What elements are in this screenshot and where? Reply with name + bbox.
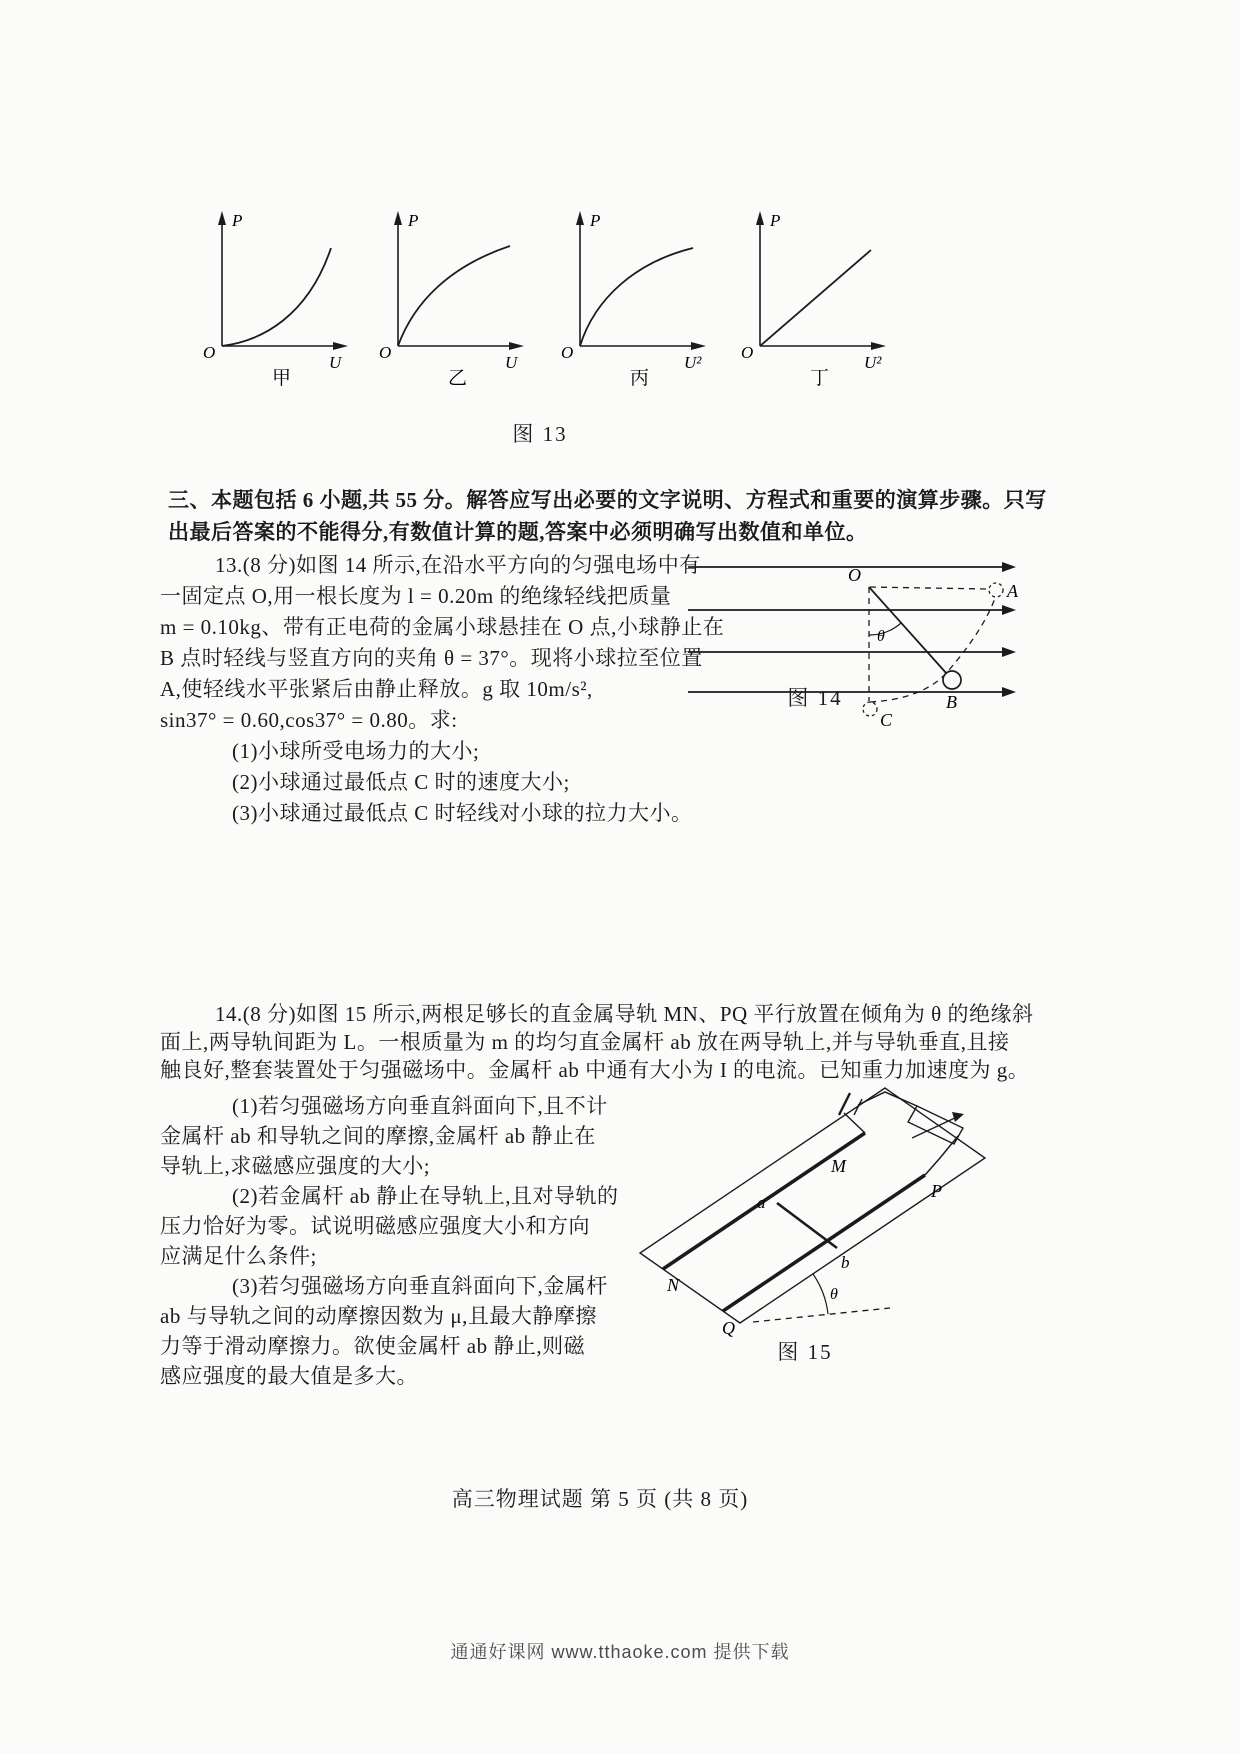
x-axis-label: U²: [684, 353, 702, 372]
text-line: 应满足什么条件;: [160, 1244, 317, 1268]
graph-ding: [730, 198, 900, 388]
text-line: (1)小球所受电场力的大小;: [232, 739, 480, 763]
text-line: (3)若匀强磁场方向垂直斜面向下,金属杆: [232, 1274, 608, 1298]
y-axis-label: P: [408, 211, 419, 230]
graph-jia: [192, 198, 362, 388]
battery-short-plate-icon: [854, 1099, 862, 1115]
graph-label: 丙: [630, 368, 650, 388]
x-axis-label: U: [329, 353, 342, 372]
figure13-caption: 图 13: [512, 422, 568, 446]
rail-q-label: Q: [722, 1318, 735, 1338]
field-arrow-icon: [1002, 687, 1016, 697]
y-axis-arrow-icon: [756, 211, 764, 225]
graph-bing: [550, 198, 720, 388]
text-line: 面上,两导轨间距为 L。一根质量为 m 的均匀直金属杆 ab 放在两导轨上,并与导轨垂直,且接: [160, 1030, 1010, 1054]
origin-label: O: [379, 343, 392, 362]
curve-concave: [580, 248, 693, 346]
text-line: 金属杆 ab 和导轨之间的摩擦,金属杆 ab 静止在: [160, 1124, 596, 1148]
text-line: (2)小球通过最低点 C 时的速度大小;: [232, 770, 570, 794]
origin-label: O: [203, 343, 216, 362]
x-axis-label: U²: [864, 353, 882, 372]
text-line: A,使轻线水平张紧后由静止释放。g 取 10m/s²,: [160, 677, 593, 701]
origin-label: O: [741, 343, 754, 362]
text-line: 压力恰好为零。试说明磁感应强度大小和方向: [160, 1214, 590, 1238]
point-o-label: O: [848, 565, 861, 585]
inclined-plane: [640, 1088, 985, 1323]
origin-label: O: [561, 343, 574, 362]
curve-convex: [222, 248, 331, 346]
field-arrow-icon: [1002, 647, 1016, 657]
figure15-diagram: [585, 1078, 995, 1338]
text-line: (2)若金属杆 ab 静止在导轨上,且对导轨的: [232, 1184, 619, 1208]
y-axis-label: P: [590, 211, 601, 230]
site-watermark: 通通好课网 www.tthaoke.com 提供下载: [450, 1642, 790, 1662]
x-axis-arrow-icon: [509, 342, 524, 350]
dashed-line-oa: [870, 587, 986, 589]
rail-m-label: M: [831, 1156, 846, 1176]
x-axis-arrow-icon: [871, 342, 886, 350]
swing-arc-path: [870, 598, 995, 702]
text-line: 13.(8 分)如图 14 所示,在沿水平方向的匀强电场中有: [215, 553, 701, 577]
figure15-caption: 图 15: [777, 1340, 833, 1364]
angle-arc: [869, 623, 901, 635]
circuit-wire: [925, 1136, 958, 1175]
rheostat-arrow-icon: [952, 1112, 964, 1122]
circuit-wire: [844, 1113, 865, 1133]
angle-label: θ: [830, 1286, 838, 1303]
y-axis-arrow-icon: [394, 211, 402, 225]
horizontal-dashed-line: [753, 1308, 890, 1322]
y-axis-label: P: [770, 211, 781, 230]
ball-at-b: [943, 671, 961, 689]
text-line: 力等于滑动摩擦力。欲使金属杆 ab 静止,则磁: [160, 1334, 586, 1358]
graph-label: 乙: [448, 368, 468, 388]
section-header-line: 出最后答案的不能得分,有数值计算的题,答案中必须明确写出数值和单位。: [168, 520, 868, 544]
figure14-caption: 图 14: [787, 686, 843, 710]
graph-label: 甲: [272, 368, 292, 388]
section-header-line: 三、本题包括 6 小题,共 55 分。解答应写出必要的文字说明、方程式和重要的演算步骤。只写: [168, 488, 1047, 512]
y-axis-arrow-icon: [576, 211, 584, 225]
rail-n-label: N: [667, 1275, 680, 1295]
text-line: (1)若匀强磁场方向垂直斜面向下,且不计: [232, 1094, 608, 1118]
graph-label: 丁: [810, 368, 830, 388]
y-axis-label: P: [232, 211, 243, 230]
x-axis-arrow-icon: [691, 342, 706, 350]
y-axis-arrow-icon: [218, 211, 226, 225]
graph-yi: [368, 198, 538, 388]
point-b-label: B: [946, 692, 957, 712]
point-c-label: C: [880, 710, 893, 730]
text-line: 一固定点 O,用一根长度为 l = 0.20m 的绝缘轻线把质量: [160, 584, 672, 608]
text-line: B 点时轻线与竖直方向的夹角 θ = 37°。现将小球拉至位置: [160, 646, 703, 670]
problem13-text: [160, 550, 725, 829]
text-line: 导轨上,求磁感应强度的大小;: [160, 1154, 431, 1178]
text-line: ab 与导轨之间的动摩擦因数为 μ,且最大静摩擦: [160, 1304, 597, 1328]
battery-long-plate-icon: [839, 1093, 850, 1115]
angle-arc: [813, 1274, 828, 1314]
ghost-ball-at-a: [989, 583, 1003, 597]
text-line: 14.(8 分)如图 15 所示,两根足够长的直金属导轨 MN、PQ 平行放置在倾角为 θ 的绝缘斜: [215, 1002, 1034, 1026]
problem14-intro: [160, 1000, 1100, 1084]
rod-a-label: a: [757, 1193, 766, 1212]
curve-concave: [398, 246, 510, 346]
text-line: 触良好,整套装置处于匀强磁场中。金属杆 ab 中通有大小为 I 的电流。已知重力加速度为 g。: [160, 1058, 1030, 1082]
text-line: 感应强度的最大值是多大。: [160, 1364, 418, 1388]
rail-p-label: P: [931, 1181, 942, 1201]
x-axis-arrow-icon: [333, 342, 348, 350]
rod-ab: [777, 1203, 837, 1248]
curve-linear: [760, 250, 871, 346]
point-a-label: A: [1007, 581, 1018, 601]
field-arrow-icon: [1002, 562, 1016, 572]
x-axis-label: U: [505, 353, 518, 372]
angle-label: θ: [877, 628, 885, 645]
text-line: sin37° = 0.60,cos37° = 0.80。求:: [160, 708, 458, 732]
text-line: (3)小球通过最低点 C 时轻线对小球的拉力大小。: [232, 801, 693, 825]
rod-b-label: b: [841, 1253, 850, 1272]
text-line: m = 0.10kg、带有正电荷的金属小球悬挂在 O 点,小球静止在: [160, 615, 725, 639]
field-arrow-icon: [1002, 605, 1016, 615]
rheostat-box: [908, 1106, 963, 1144]
page-footer: 高三物理试题 第 5 页 (共 8 页): [451, 1487, 749, 1511]
rail-pq: [723, 1175, 925, 1311]
